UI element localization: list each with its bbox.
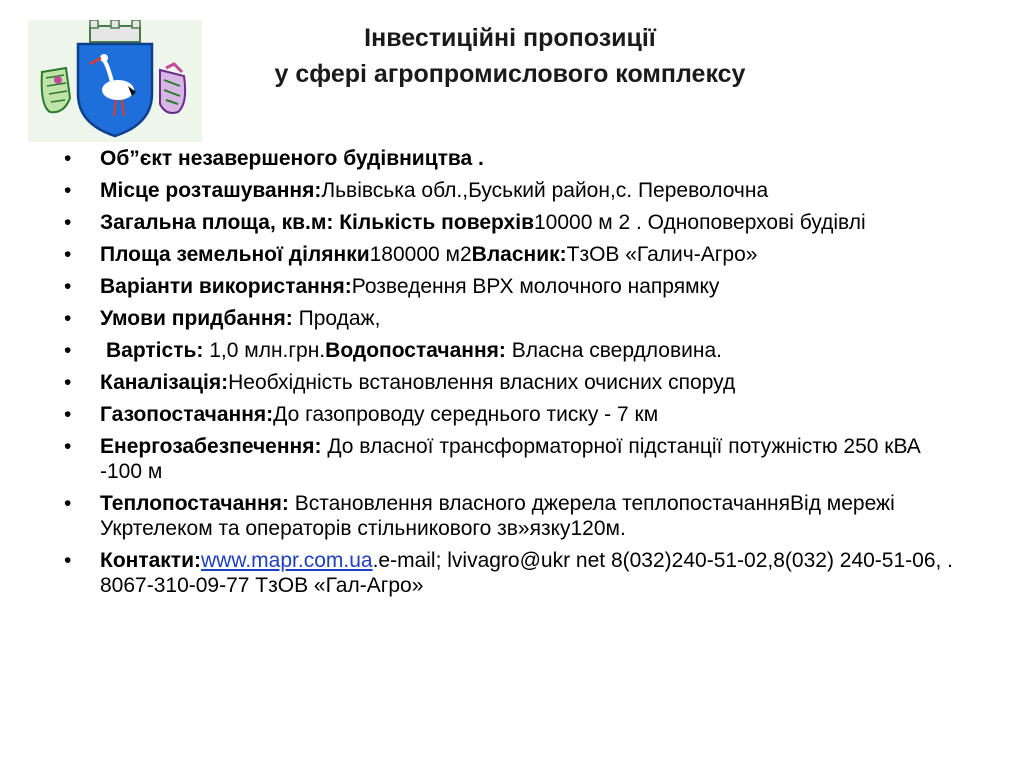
list-item: [64, 402, 964, 427]
item-value-secondary: ТзОВ «Галич-Агро»: [566, 243, 758, 266]
item-value: Необхідність встановлення власних очисних споруд: [228, 371, 736, 394]
item-value: Львівська обл.,Буський район,с. Переволочна: [321, 179, 769, 202]
bullet-icon: •: [64, 492, 72, 515]
item-value: Розведення ВРХ молочного напрямку: [351, 275, 720, 298]
list-item: [64, 274, 964, 299]
crown-icon: [90, 20, 140, 42]
bullet-icon: •: [64, 371, 72, 394]
bullet-icon: •: [64, 549, 72, 572]
page-title: [200, 20, 820, 92]
bullet-icon: •: [64, 275, 72, 298]
list-item: [64, 548, 964, 598]
website-link[interactable]: www.mapr.com.ua: [201, 549, 373, 572]
item-label: Площа земельної ділянки: [100, 243, 370, 266]
item-value: 10000 м 2 . Одноповерхові будівлі: [533, 211, 866, 234]
item-label: Вартість:: [106, 339, 204, 362]
bullet-icon: •: [64, 339, 72, 362]
list-item: [64, 491, 964, 541]
item-label: Теплопостачання:: [100, 492, 289, 515]
item-value: До власної трансформаторної підстанції потужністю 250 кВА -100 м: [100, 435, 921, 483]
list-item: [64, 338, 964, 363]
item-label-secondary: Водопостачання:: [325, 339, 506, 362]
list-item: [64, 146, 964, 171]
item-value: Встановлення власного джерела теплопостачанняВід мережі Укртелеком та операторів стільникового зв»язку120м.: [100, 492, 895, 540]
list-item: [64, 370, 964, 395]
item-label: Місце розташування:: [100, 179, 322, 202]
item-value-secondary: Власна свердловина.: [505, 339, 722, 362]
list-item: [64, 434, 964, 484]
item-label: Газопостачання:: [100, 403, 274, 426]
left-shield-icon: [42, 68, 70, 112]
item-value: 1,0 млн.грн.: [203, 339, 326, 362]
list-item: [64, 210, 964, 235]
item-value: Продаж,: [292, 307, 381, 330]
item-label: Умови придбання:: [100, 307, 293, 330]
bullet-icon: •: [64, 211, 72, 234]
item-value: .e-mail; lvivagro@ukr net 8(032)240-51-02,8(032) 240-51-06, . 8067-310-09-77 ТзОВ «Гал-Агро»: [100, 549, 954, 597]
bullet-icon: •: [64, 435, 72, 458]
coat-of-arms-logo: [28, 20, 202, 142]
item-label: Енергозабезпечення:: [100, 435, 322, 458]
coat-of-arms-icon: [28, 20, 202, 142]
right-shield-icon: [160, 64, 185, 113]
item-label-secondary: Власник:: [471, 243, 567, 266]
investment-details-list: [64, 146, 964, 605]
title-line-2: у сфері агропромислового комплексу: [274, 60, 746, 88]
item-value: До газопроводу середнього тиску - 7 км: [273, 403, 659, 426]
item-value: 180000 м2: [369, 243, 472, 266]
bullet-icon: •: [64, 307, 72, 330]
title-line-1: Інвестиційні пропозиції: [364, 24, 656, 52]
item-label: Варіанти використання:: [100, 275, 352, 298]
list-item: [64, 306, 964, 331]
item-label: Контакти:: [100, 549, 201, 572]
bullet-icon: •: [64, 147, 72, 170]
item-label: Об”єкт незавершеного будівництва .: [100, 147, 484, 170]
item-label: Загальна площа, кв.м: Кількість поверхів: [100, 211, 534, 234]
list-item: [64, 242, 964, 267]
bullet-icon: •: [64, 243, 72, 266]
bullet-icon: •: [64, 403, 72, 426]
bullet-icon: •: [64, 179, 72, 202]
list-item: [64, 178, 964, 203]
item-label: Каналізація:: [100, 371, 229, 394]
main-shield-icon: [78, 44, 152, 136]
